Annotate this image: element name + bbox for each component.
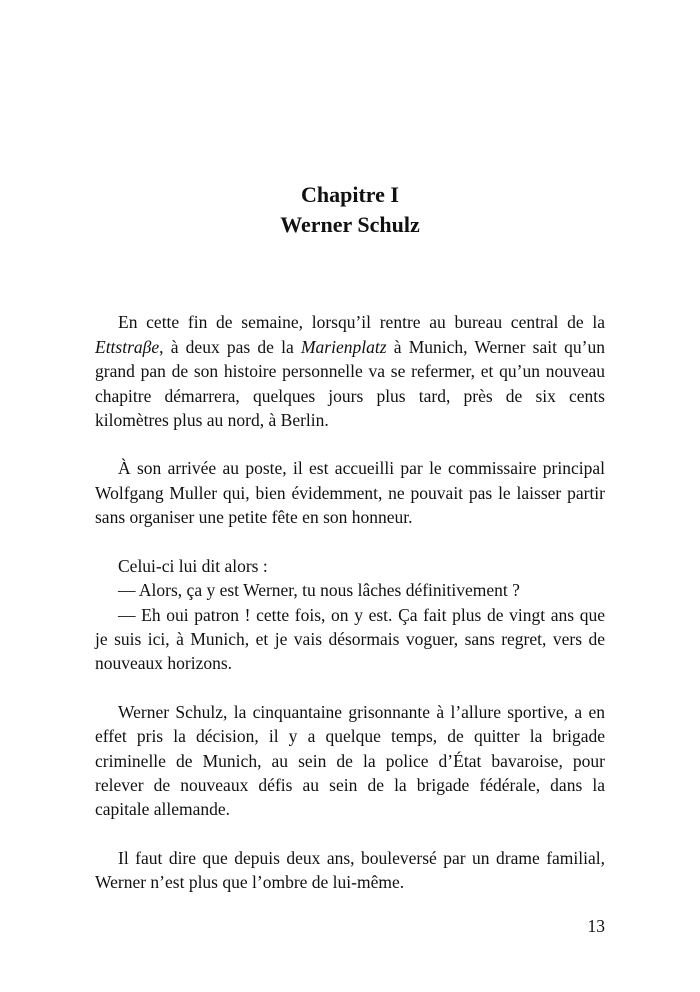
- chapter-title: Werner Schulz: [280, 212, 420, 237]
- dialogue-line-1: — Alors, ça y est Werner, tu nous lâches définitivement ?: [118, 580, 520, 600]
- paragraph-4-line-5: capitale allemande.: [95, 799, 231, 819]
- paragraph-1-line-2-text-a: , à deux pas de la: [159, 337, 301, 357]
- paragraph-1-line-3: grand pan de son histoire personnelle va se refermer, et qu’un nouveau: [95, 361, 605, 381]
- paragraph-4-line-3: criminelle de Munich, au sein de la police d’État bavaroise, pour: [95, 751, 605, 771]
- paragraph-2-line-2: Wolfgang Muller qui, bien évidemment, ne pouvait pas le laisser partir: [95, 483, 605, 503]
- dialogue-line-2-end: nouveaux horizons.: [95, 653, 233, 673]
- paragraph-1-line-4: chapitre démarrera, quelques jours plus tard, près de six cents: [95, 386, 605, 406]
- paragraph-4-line-4: relever de nouveaux défis au sein de la brigade fédérale, dans la: [95, 775, 605, 795]
- paragraph-3-line-1: Celui-ci lui dit alors :: [118, 556, 268, 576]
- paragraph-2-line-1: À son arrivée au poste, il est accueilli par le commissaire principal: [118, 458, 605, 478]
- paragraph-5-line-2: Werner n’est plus que l’ombre de lui-même.: [95, 872, 405, 892]
- paragraph-1-line-2-text-b: à Munich, Werner sait qu’un: [386, 337, 605, 357]
- paragraph-2-line-3: sans organiser une petite fête en son honneur.: [95, 507, 413, 527]
- dialogue-line-2: — Eh oui patron ! cette fois, on y est. Ça fait plus de vingt ans que: [118, 605, 605, 625]
- street-name: Ettstraβe: [95, 337, 160, 357]
- dialogue-line-2-cont: je suis ici, à Munich, et je vais désormais voguer, sans regret, vers de: [95, 629, 605, 649]
- paragraph-4-line-2: effet pris la décision, il y a quelque temps, de quitter la brigade: [95, 726, 605, 746]
- paragraph-1-line-5: kilomètres plus au nord, à Berlin.: [95, 410, 329, 430]
- paragraph-1-line-2: [95, 335, 605, 359]
- chapter-number: Chapitre I: [301, 182, 399, 207]
- paragraph-4-line-1: Werner Schulz, la cinquantaine grisonnante à l’allure sportive, a en: [118, 702, 605, 722]
- page-number: 13: [587, 916, 605, 936]
- paragraph-5-line-1: Il faut dire que depuis deux ans, bouleversé par un drame familial,: [118, 848, 605, 868]
- square-name: Marienplatz: [300, 337, 387, 357]
- paragraph-1-line-1: En cette fin de semaine, lorsqu’il rentre au bureau central de la: [118, 312, 605, 332]
